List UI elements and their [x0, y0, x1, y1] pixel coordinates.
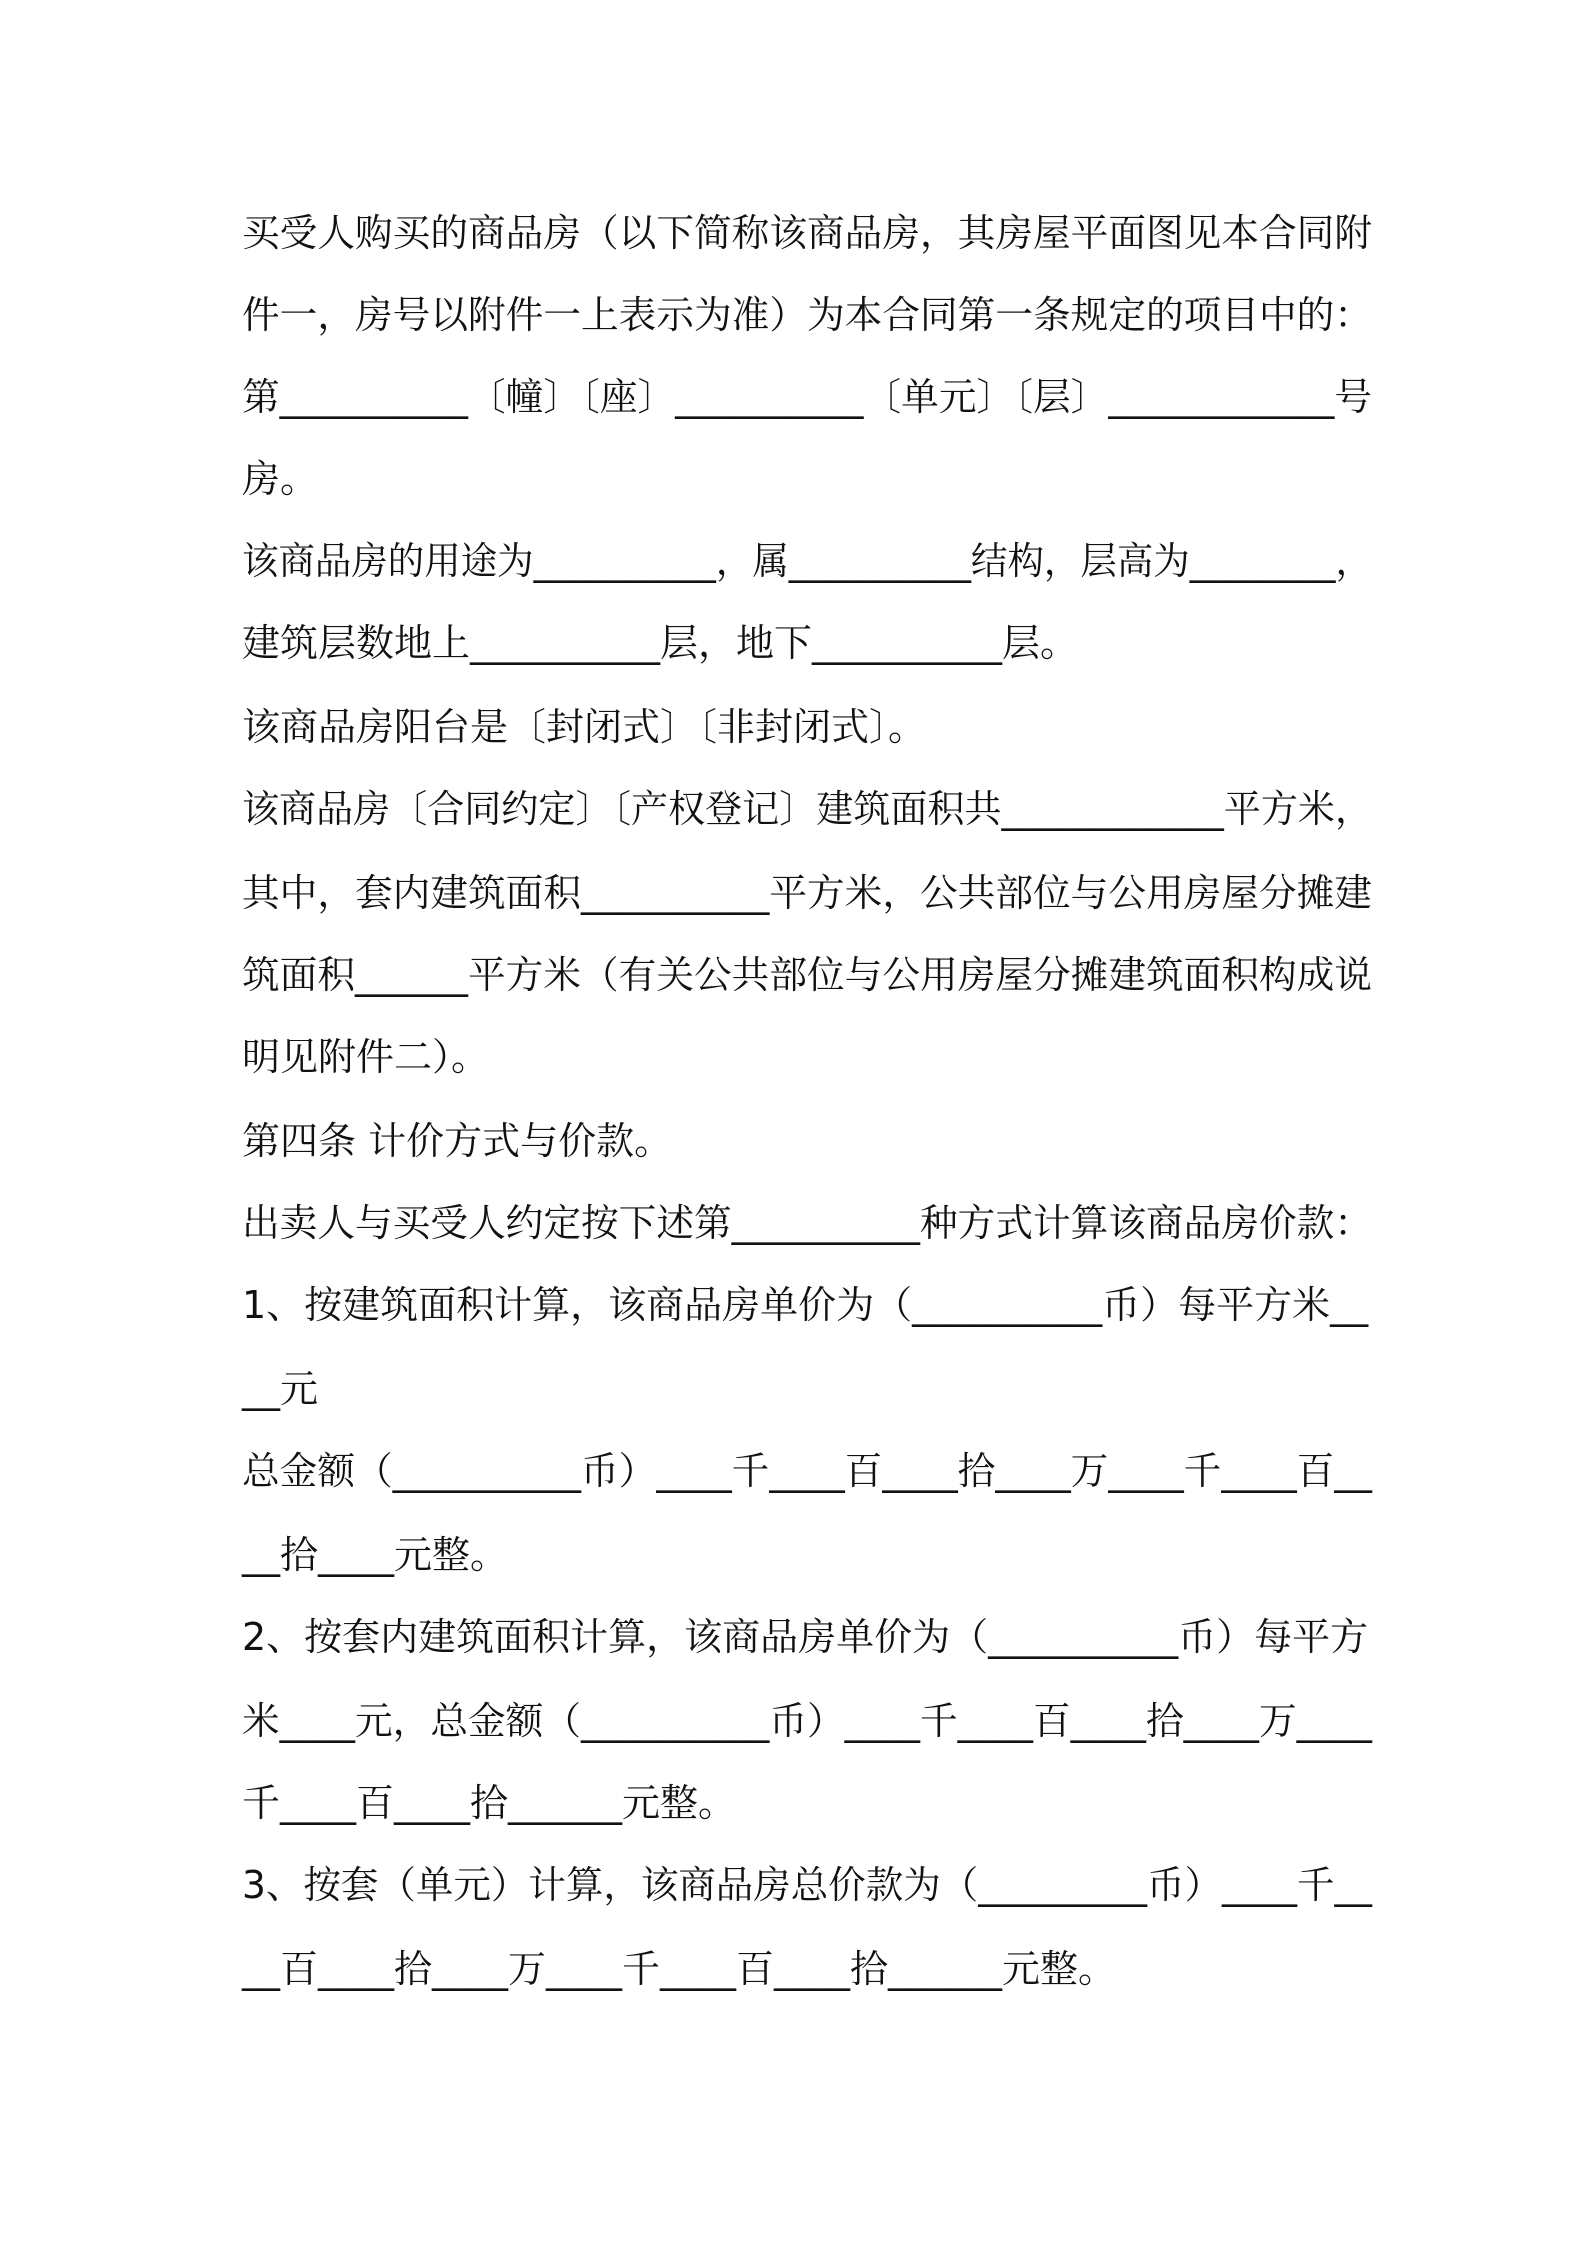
- line-text: 1、按建筑面积计算，该商品房单价为（__________币）每平方米__: [242, 1283, 1369, 1327]
- paragraph-line: [242, 452, 1372, 506]
- line-text: 该商品房〔合同约定〕〔产权登记〕建筑面积共____________平方米，: [242, 787, 1372, 831]
- line-text: 该商品房阳台是〔封闭式〕〔非封闭式〕。: [242, 705, 927, 749]
- paragraph-line: [242, 1610, 1372, 1664]
- line-text: 出卖人与买受人约定按下述第__________种方式计算该商品房价款：: [242, 1201, 1372, 1245]
- line-text: 房。: [242, 457, 319, 501]
- line-text: 件一，房号以附件一上表示为准）为本合同第一条规定的项目中的：: [242, 293, 1372, 337]
- line-text: 米____元，总金额（__________币）____千____百____拾____万____: [242, 1699, 1372, 1743]
- line-text: 第__________〔幢〕〔座〕__________〔单元〕〔层〕____________号: [242, 375, 1372, 419]
- paragraph-line: [242, 288, 1372, 342]
- paragraph-line: [242, 1942, 1372, 1996]
- paragraph-line: [242, 1858, 1372, 1912]
- line-text: __拾____元整。: [242, 1533, 509, 1577]
- line-text: 2、按套内建筑面积计算，该商品房单价为（__________币）每平方: [242, 1615, 1369, 1659]
- paragraph-line: [242, 1030, 1372, 1084]
- paragraph-line: [242, 1528, 1372, 1582]
- line-text: 第四条 计价方式与价款。: [242, 1119, 673, 1163]
- paragraph-line: [242, 1444, 1372, 1498]
- line-text: __百____拾____万____千____百____拾______元整。: [242, 1947, 1117, 1991]
- paragraph-line: [242, 1362, 1372, 1416]
- paragraph-line: [242, 206, 1372, 260]
- line-text: 该商品房的用途为__________，属__________结构，层高为________，: [242, 539, 1372, 583]
- paragraph-line: [242, 370, 1372, 424]
- line-text: 筑面积______平方米（有关公共部位与公用房屋分摊建筑面积构成说: [242, 953, 1372, 997]
- line-text: __元: [242, 1367, 319, 1411]
- paragraph-line: [242, 782, 1372, 836]
- paragraph-line: [242, 866, 1372, 920]
- line-text: 其中，套内建筑面积__________平方米，公共部位与公用房屋分摊建: [242, 871, 1372, 915]
- line-text: 3、按套（单元）计算，该商品房总价款为（_________币）____千__: [242, 1863, 1372, 1907]
- line-text: 建筑层数地上__________层，地下__________层。: [242, 621, 1079, 665]
- paragraph-line: [242, 1278, 1372, 1332]
- paragraph-line: [242, 534, 1372, 588]
- paragraph-line: [242, 1196, 1372, 1250]
- paragraph-line: [242, 948, 1372, 1002]
- paragraph-line: [242, 700, 1372, 754]
- line-text: 千____百____拾______元整。: [242, 1781, 737, 1825]
- paragraph-line: [242, 1694, 1372, 1748]
- paragraph-line: [242, 1776, 1372, 1830]
- line-text: 明见附件二）。: [242, 1035, 490, 1079]
- paragraph-line: [242, 616, 1372, 670]
- section-heading: [242, 1114, 1372, 1168]
- line-text: 总金额（__________币）____千____百____拾____万____千____百__: [242, 1449, 1372, 1493]
- line-text: 买受人购买的商品房（以下简称该商品房，其房屋平面图见本合同附: [242, 211, 1372, 255]
